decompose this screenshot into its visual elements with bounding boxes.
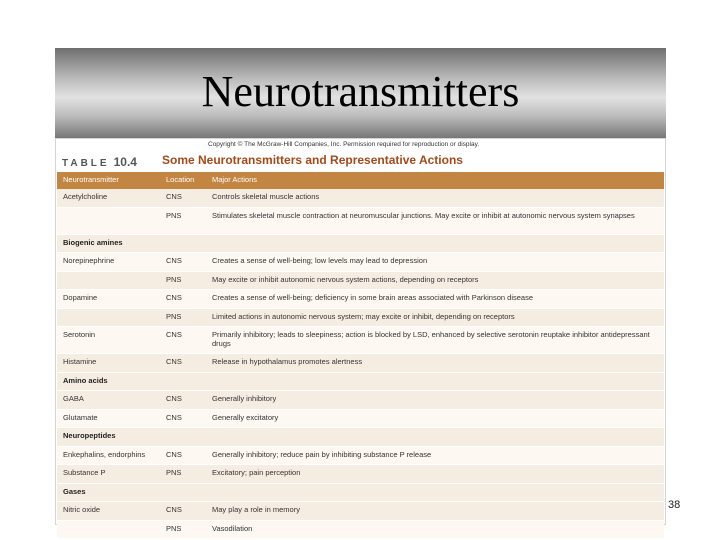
major-action-cell: Primarily inhibitory; leads to sleepiness; action is blocked by LSD, enhanced by selective serotonin reuptake inhibitor antidepressant drugs (212, 330, 650, 348)
location-cell: CNS (166, 449, 182, 459)
table-row (57, 410, 664, 429)
table-group-row (57, 428, 664, 447)
location-cell: PNS (166, 210, 182, 220)
table-row (57, 208, 664, 235)
major-action-cell: Generally inhibitory; reduce pain by inhibiting substance P release (212, 449, 432, 459)
neurotransmitter-cell: Serotonin (63, 330, 96, 339)
copyright-notice: Copyright © The McGraw-Hill Companies, Inc. Permission required for reproduction or display. (208, 141, 480, 148)
table-header-row (57, 172, 664, 189)
title-bar (55, 48, 666, 138)
location-cell: CNS (166, 505, 182, 514)
neurotransmitter-cell: Enkephalins, endorphins (63, 449, 146, 459)
column-header-neurotransmitter: Neurotransmitter (63, 175, 119, 184)
table-row (57, 189, 664, 208)
location-cell: CNS (166, 394, 182, 403)
column-header-major-actions: Major Actions (212, 175, 258, 184)
location-cell: PNS (166, 468, 182, 477)
neurotransmitter-cell: Norepinephrine (63, 256, 115, 265)
major-action-cell: Release in hypothalamus promotes alertness (212, 357, 363, 366)
location-cell: CNS (166, 192, 182, 201)
neurotransmitter-cell: Glutamate (63, 412, 98, 422)
location-cell: PNS (166, 523, 182, 533)
location-cell: CNS (166, 256, 182, 265)
table-heading (62, 153, 463, 171)
location-cell: CNS (166, 412, 182, 422)
table-body (57, 189, 664, 539)
table-number: 10.4 (113, 155, 137, 169)
neurotransmitter-cell: GABA (63, 394, 84, 403)
table-row (57, 465, 664, 484)
major-action-cell: Stimulates skeletal muscle contraction at neuromuscular junctions. May excite or inhibit at autonomic nervous system synapses (212, 210, 635, 220)
neurotransmitter-cell: Substance P (63, 468, 106, 477)
location-cell: PNS (166, 311, 182, 321)
table-group-row (57, 373, 664, 392)
table-label: TABLE (62, 158, 110, 169)
group-label: Gases (63, 486, 86, 496)
major-action-cell: Limited actions in autonomic nervous system; may excite or inhibit, depending on receptors (212, 311, 515, 321)
neurotransmitter-cell: Acetylcholine (63, 192, 108, 201)
table-group-row (57, 235, 664, 254)
page-number: 38 (668, 499, 681, 511)
major-action-cell: May excite or inhibit autonomic nervous system actions, depending on receptors (212, 274, 479, 284)
table-row (57, 354, 664, 373)
table-row (57, 447, 664, 466)
group-label: Biogenic amines (63, 237, 123, 247)
major-action-cell: Generally inhibitory (212, 394, 277, 403)
major-action-cell: Generally excitatory (212, 412, 279, 422)
table-row (57, 290, 664, 309)
neurotransmitter-cell: Nitric oxide (63, 505, 101, 514)
group-label: Amino acids (63, 375, 108, 385)
neurotransmitter-cell: Histamine (63, 357, 97, 366)
table-row (57, 521, 664, 540)
table-row (57, 327, 664, 354)
table-group-row (57, 484, 664, 503)
group-label: Neuropeptides (63, 431, 116, 440)
location-cell: PNS (166, 274, 182, 284)
column-header-location: Location (166, 175, 195, 184)
table-row (57, 272, 664, 291)
major-action-cell: Creates a sense of well-being; deficiency in some brain areas associated with Parkinson disease (212, 293, 534, 302)
major-action-cell: Vasodilation (212, 523, 253, 533)
location-cell: CNS (166, 330, 182, 339)
major-action-cell: Creates a sense of well-being; low levels may lead to depression (212, 256, 428, 265)
table-row (57, 391, 664, 410)
slide-title: Neurotransmitters (201, 67, 520, 116)
table-figure (55, 138, 666, 533)
location-cell: CNS (166, 293, 182, 302)
neurotransmitter-cell: Dopamine (63, 293, 98, 302)
location-cell: CNS (166, 357, 182, 366)
major-action-cell: Excitatory; pain perception (212, 468, 301, 477)
table-row (57, 502, 664, 521)
table-row (57, 309, 664, 328)
table-title: Some Neurotransmitters and Representative Actions (162, 153, 463, 167)
major-action-cell: Controls skeletal muscle actions (212, 192, 320, 201)
major-action-cell: May play a role in memory (212, 505, 300, 514)
table-row (57, 253, 664, 272)
